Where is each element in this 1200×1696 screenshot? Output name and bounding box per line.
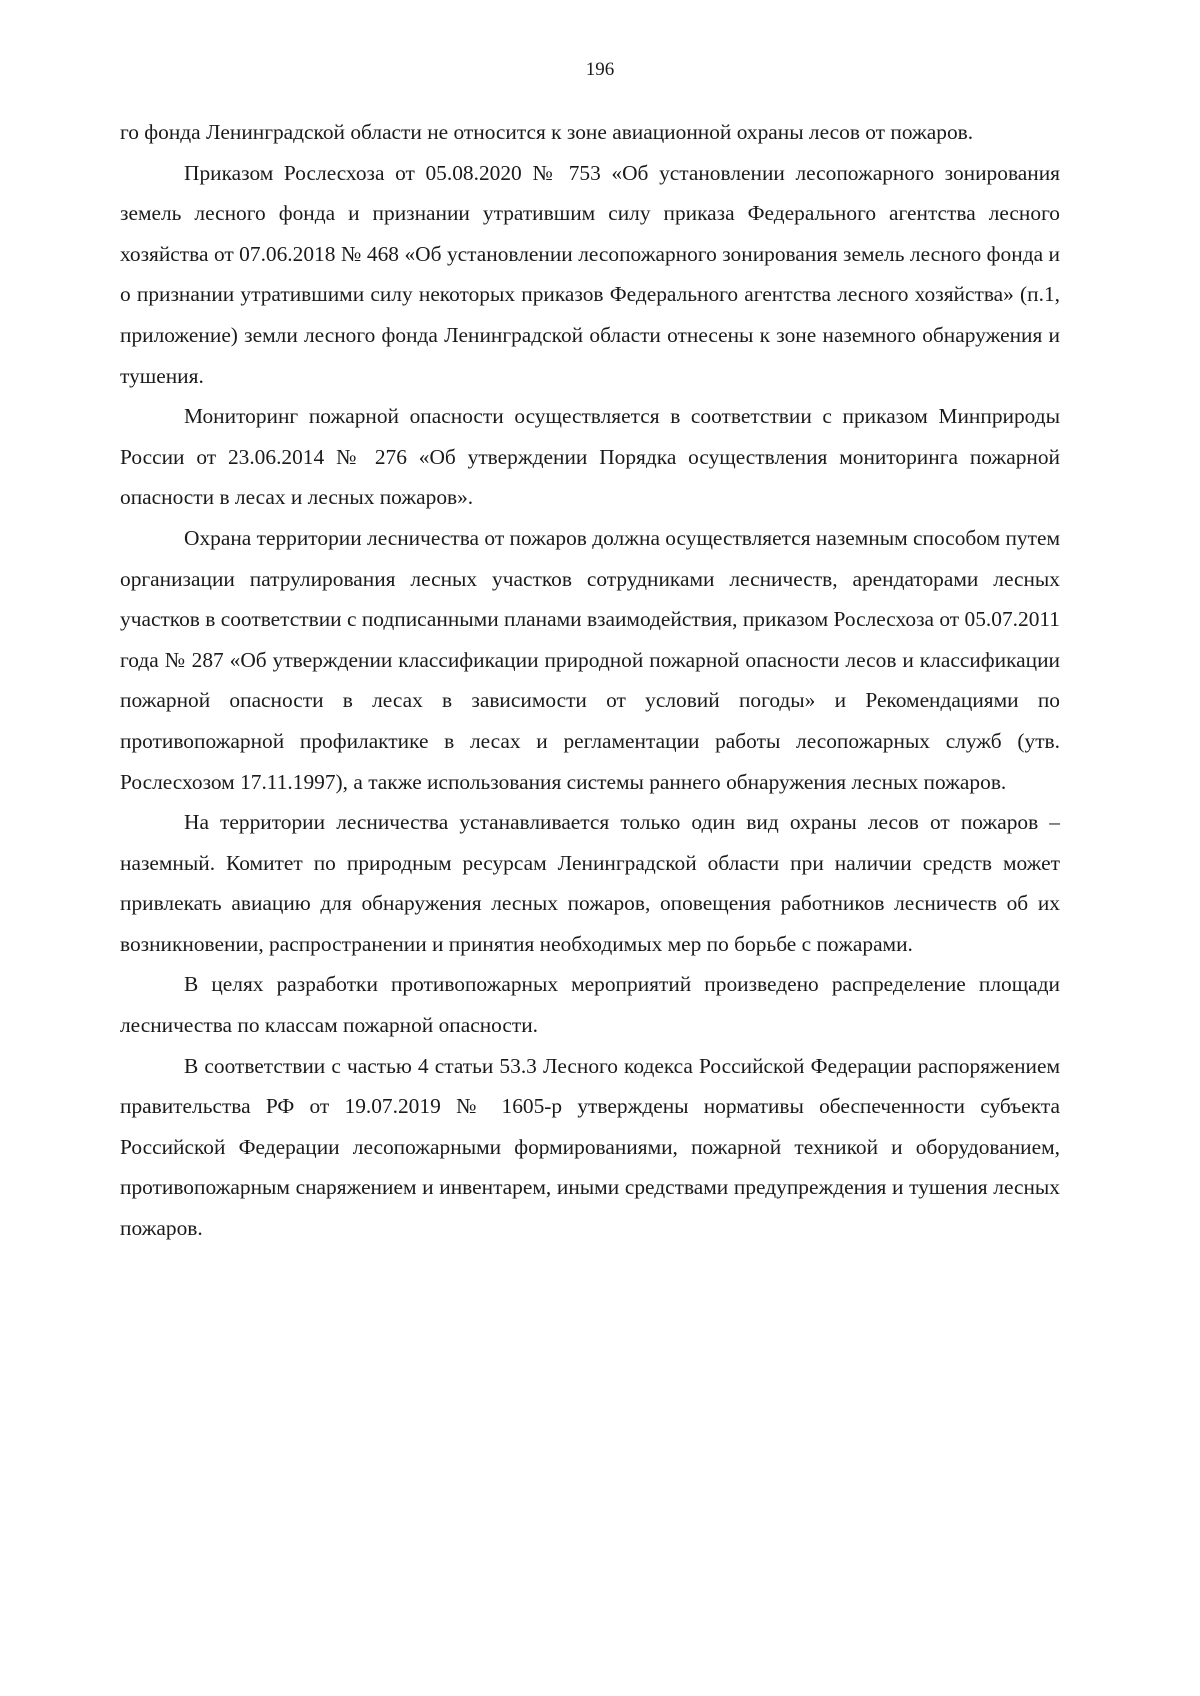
page-number: 196 (585, 59, 615, 80)
paragraph-ground-protection: На территории лесничества устанавливается только один вид охраны лесов от пожаров – наземный. Комитет по природным ресурсам Ленинградской области при наличии средств может привлекать авиацию для обнаружения лесных пожаров, оповещения работников лесничеств об их возникновении, распространении и принятия необходимых мер по борьбе с пожарами. (120, 810, 1060, 956)
paragraph-fire-monitoring: Мониторинг пожарной опасности осуществляется в соответствии с приказом Минприроды России от 23.06.2014 № 276 «Об утверждении Порядка осуществления мониторинга пожарной опасности в лесах и лесных пожаров». (120, 404, 1060, 510)
paragraph-territory-protection: Охрана территории лесничества от пожаров должна осуществляется наземным способом путем организации патрулирования лесных участков сотрудниками лесничеств, арендаторами лесных участков в соответствии с подписанными планами взаимодействия, приказом Рослесхоза от 05.07.2011 года № 287 «Об утверждении классификации природной пожарной опасности лесов и классификации пожарной опасности в лесах в зависимости от условий погоды» и Рекомендациями по противопожарной профилактике в лесах и регламентации работы лесопожарных служб (утв. Рослесхозом 17.11.1997), а также использования системы раннего обнаружения лесных пожаров. (120, 525, 1060, 794)
paragraph-fire-classes: В целях разработки противопожарных мероприятий произведено распределение площади лесничества по классам пожарной опасности. (120, 972, 1060, 1038)
paragraph-forest-code: В соответствии с частью 4 статьи 53.3 Лесного кодекса Российской Федерации распоряжением правительства РФ от 19.07.2019 № 1605-р утверждены нормативы обеспеченности субъекта Российской Федерации лесопожарными формированиями, пожарной техникой и оборудованием, противопожарным снаряжением и инвентарем, иными средствами предупреждения и тушения лесных пожаров. (120, 1053, 1060, 1241)
body-text (120, 112, 1060, 1249)
paragraph-continuation: го фонда Ленинградской области не относится к зоне авиационной охраны лесов от пожаров. (120, 120, 974, 144)
paragraph-rosleshoz-order: Приказом Рослесхоза от 05.08.2020 № 753 «Об установлении лесопожарного зонирования земель лесного фонда и признании утратившим силу приказа Федерального агентства лесного хозяйства от 07.06.2018 № 468 «Об установлении лесопожарного зонирования земель лесного фонда и о признании утратившими силу некоторых приказов Федерального агентства лесного хозяйства» (п.1, приложение) земли лесного фонда Ленинградской области отнесены к зоне наземного обнаружения и тушения. (120, 160, 1060, 388)
